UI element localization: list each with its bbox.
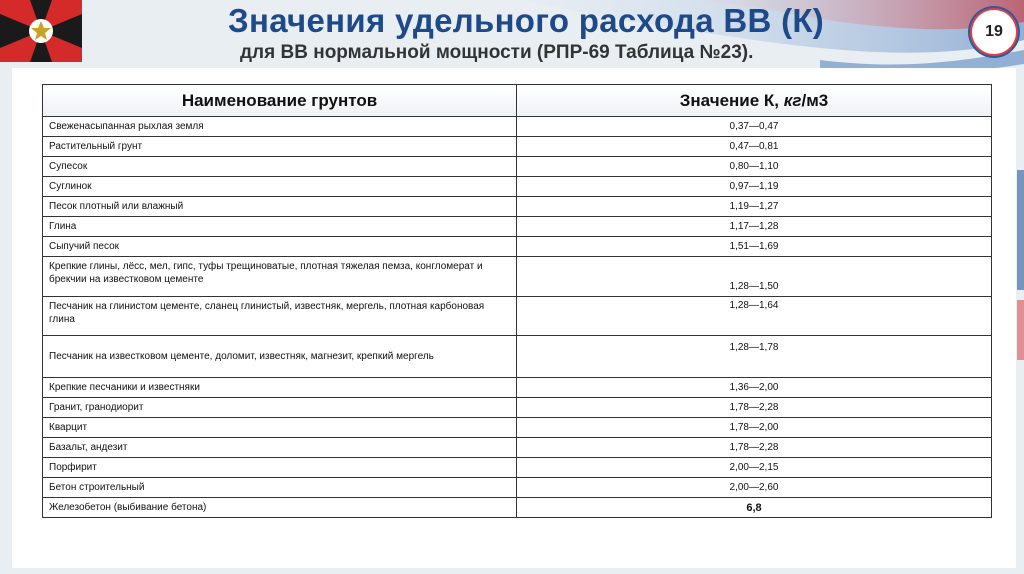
military-star-emblem-icon <box>0 0 82 62</box>
value-cell: 1,28—1,78 <box>517 336 992 378</box>
value-cell: 1,78—2,00 <box>517 418 992 438</box>
header-value-prefix: Значение К, <box>679 90 784 110</box>
value-cell: 1,17—1,28 <box>517 217 992 237</box>
soil-name-cell: Гранит, гранодиорит <box>43 398 517 418</box>
value-cell: 6,8 <box>517 498 992 518</box>
soil-name-cell: Бетон строительный <box>43 478 517 498</box>
value-cell: 0,80—1,10 <box>517 157 992 177</box>
explosive-consumption-table <box>42 84 992 518</box>
soil-name-cell: Сыпучий песок <box>43 237 517 257</box>
table-row <box>43 177 992 197</box>
slide-title: Значения удельного расхода ВВ (К) <box>228 2 825 39</box>
soil-name-cell: Крепкие глины, лёсс, мел, гипс, туфы трещиноватые, плотная тяжелая пемза, конгломерат и брекчии на известковом цементе <box>43 257 517 297</box>
soil-name-cell: Песок плотный или влажный <box>43 197 517 217</box>
soil-name-cell: Кварцит <box>43 418 517 438</box>
header-value-unit-rest: /м3 <box>801 90 829 110</box>
soil-name-cell: Песчаник на известковом цементе, доломит, известняк, магнезит, крепкий мергель <box>43 336 517 378</box>
soil-name-cell: Свеженасыпанная рыхлая земля <box>43 117 517 137</box>
value-cell: 1,28—1,50 <box>517 257 992 297</box>
table-row <box>43 478 992 498</box>
soil-name-cell: Супесок <box>43 157 517 177</box>
soil-name-cell: Песчаник на глинистом цементе, сланец глинистый, известняк, мергель, плотная карбоновая глина <box>43 297 517 336</box>
table-row <box>43 418 992 438</box>
slide-subtitle: для ВВ нормальной мощности (РПР-69 Таблица №23). <box>240 42 754 63</box>
value-cell: 1,19—1,27 <box>517 197 992 217</box>
value-cell: 1,78—2,28 <box>517 438 992 458</box>
table-row <box>43 297 992 336</box>
value-cell: 1,51—1,69 <box>517 237 992 257</box>
soil-name-cell: Глина <box>43 217 517 237</box>
value-cell: 1,78—2,28 <box>517 398 992 418</box>
header-value <box>517 85 992 117</box>
table-panel <box>12 68 1016 568</box>
soil-name-cell: Растительный грунт <box>43 137 517 157</box>
header-soil-name: Наименование грунтов <box>43 85 517 117</box>
soil-name-cell: Суглинок <box>43 177 517 197</box>
table-row <box>43 137 992 157</box>
table-row <box>43 257 992 297</box>
table-row <box>43 117 992 137</box>
table-row <box>43 157 992 177</box>
page-number-badge: 19 <box>972 10 1016 54</box>
value-cell: 2,00—2,60 <box>517 478 992 498</box>
header-value-unit-italic: кг <box>783 90 802 110</box>
soil-name-cell: Базальт, андезит <box>43 438 517 458</box>
table-header-row <box>43 85 992 117</box>
soil-name-cell: Крепкие песчаники и известняки <box>43 378 517 398</box>
soil-name-cell: Порфирит <box>43 458 517 478</box>
table-row <box>43 237 992 257</box>
table-row <box>43 438 992 458</box>
table-row <box>43 378 992 398</box>
value-cell: 1,36—2,00 <box>517 378 992 398</box>
table-row <box>43 217 992 237</box>
table-row <box>43 398 992 418</box>
table-row <box>43 336 992 378</box>
soil-name-cell: Железобетон (выбивание бетона) <box>43 498 517 518</box>
value-cell: 0,37—0,47 <box>517 117 992 137</box>
value-cell: 0,97—1,19 <box>517 177 992 197</box>
value-cell: 2,00—2,15 <box>517 458 992 478</box>
table-row <box>43 197 992 217</box>
value-cell: 0,47—0,81 <box>517 137 992 157</box>
table-row <box>43 498 992 518</box>
table-row <box>43 458 992 478</box>
value-cell: 1,28—1,64 <box>517 297 992 336</box>
